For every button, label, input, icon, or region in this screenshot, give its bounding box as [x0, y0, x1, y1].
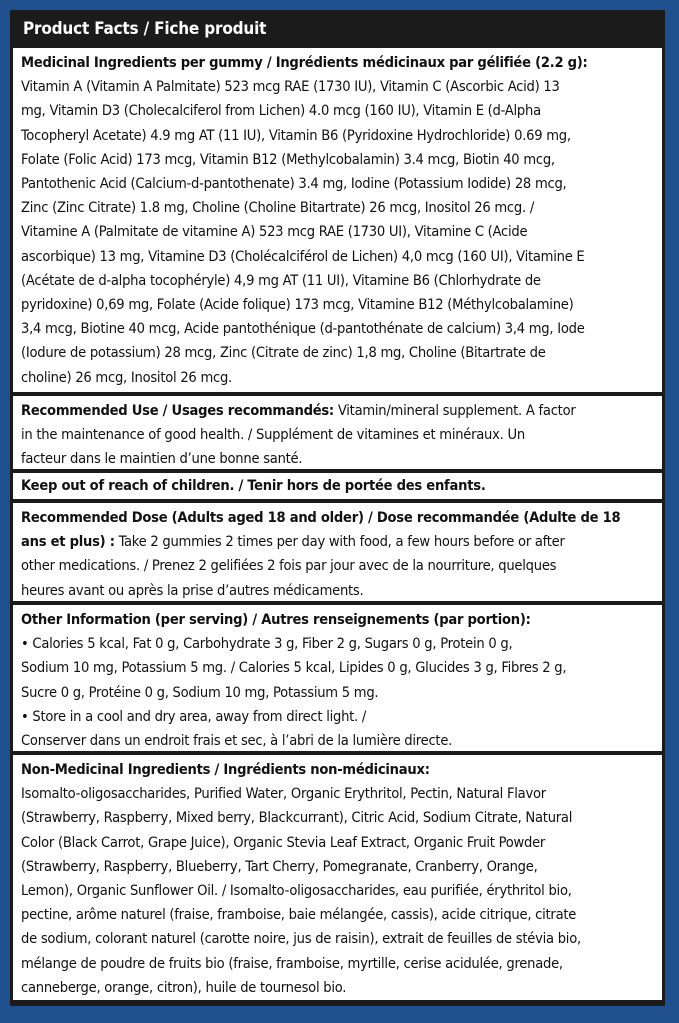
text-line: Lemon), Organic Sunflower Oil. / Isomalto-oligosaccharides, eau purifiée, érythritol bio,: [21, 882, 572, 900]
warning-text: Keep out of reach of children. / Tenir hors de portée des enfants.: [21, 477, 486, 494]
text-line: mélange de poudre de fruits bio (fraise, framboise, myrtille, cerise acidulée, grenade,: [21, 954, 563, 972]
text-line: Sodium 10 mg, Potassium 5 mg. / Calories 5 kcal, Lipides 0 g, Glucides 3 g, Fibres 2 g,: [21, 659, 567, 677]
recommended-dose-text: [21, 554, 654, 601]
non-medicinal-ingredients-heading: Non-Medicinal Ingredients / Ingrédients non-médicinaux:: [21, 761, 430, 778]
text-line: pyridoxine) 0,69 mg, Folate (Acide folique) 173 mcg, Vitamine B12 (Méthylcobalamine): [21, 296, 574, 314]
recommended-use-text: [21, 423, 654, 469]
non-medicinal-ingredients-text: [21, 782, 654, 1000]
text-line: de sodium, colorant naturel (carotte noire, jus de raisin), extrait de feuilles de stévia bio,: [21, 930, 581, 948]
text-line: Color (Black Carrot, Grape Juice), Organic Stevia Leaf Extract, Organic Fruit Powder: [21, 833, 546, 851]
warning-section: [13, 473, 662, 499]
text-line: • Calories 5 kcal, Fat 0 g, Carbohydrate 3 g, Fiber 2 g, Sugars 0 g, Protein 0 g,: [21, 635, 513, 653]
text-line: other medications. / Prenez 2 gelifiées 2 fois par jour avec de la nourriture, quelques: [21, 557, 557, 575]
text-line: pectine, arôme naturel (fraise, framboise, baie mélangée, cassis), acide citrique, citrate: [21, 906, 577, 924]
recommended-use-text-start: Vitamin/mineral supplement. A factor: [333, 402, 576, 419]
text-line: Pantothenic Acid (Calcium-d-pantothenate) 3.4 mg, Iodine (Potassium Iodide) 28 mcg,: [21, 175, 567, 193]
recommended-dose-text-start: Take 2 gummies 2 times per day with food, a few hours before or after: [114, 533, 565, 551]
medicinal-ingredients-text: [21, 75, 654, 390]
text-line: mg, Vitamin D3 (Cholecalciferol from Lichen) 4.0 mcg (160 IU), Vitamin E (d-Alpha: [21, 102, 541, 120]
text-line: Vitamin A (Vitamin A Palmitate) 523 mcg RAE (1730 IU), Vitamin C (Ascorbic Acid) 13: [21, 78, 560, 96]
text-line: (Acétate de d-alpha tocophéryle) 4,9 mg AT (11 UI), Vitamine B6 (Chlorhydrate de: [21, 271, 541, 289]
text-line: ascorbique) 13 mg, Vitamine D3 (Cholécalciférol de Lichen) 4,0 mcg (160 UI), Vitamine E: [21, 247, 585, 265]
text-line: (Strawberry, Raspberry, Blueberry, Tart Cherry, Pomegranate, Cranberry, Orange,: [21, 857, 538, 875]
text-line: • Store in a cool and dry area, away from direct light. /: [21, 707, 367, 725]
recommended-dose-heading: Recommended Dose (Adults aged 18 and older) / Dose recommandée (Adulte de 18: [21, 509, 621, 526]
medicinal-ingredients-section: [13, 48, 662, 392]
panel-title: Product Facts / Fiche produit: [23, 19, 267, 39]
text-line: Folate (Folic Acid) 173 mcg, Vitamin B12 (Methylcobalamin) 3.4 mcg, Biotin 40 mcg,: [21, 150, 555, 168]
text-line: in the maintenance of good health. / Supplément de vitamines et minéraux. Un: [21, 426, 525, 444]
text-line: heures avant ou après la prise d’autres médicaments.: [21, 581, 364, 599]
text-line: Vitamine A (Palmitate de vitamine A) 523 mcg RAE (1730 UI), Vitamine C (Acide: [21, 223, 528, 241]
recommended-use-heading: Recommended Use / Usages recommandés:: [21, 402, 334, 419]
text-line: Conserver dans un endroit frais et sec, à l’abri de la lumière directe.: [21, 732, 453, 750]
text-line: (Strawberry, Raspberry, Mixed berry, Blackcurrant), Citric Acid, Sodium Citrate, Natural: [21, 809, 573, 827]
recommended-dose-section: [13, 503, 662, 601]
other-information-section: [13, 605, 662, 751]
text-line: Isomalto-oligosaccharides, Purified Water, Organic Erythritol, Pectin, Natural Flavor: [21, 785, 546, 803]
recommended-dose-heading-end: ans et plus) :: [21, 533, 115, 551]
text-line: Sucre 0 g, Protéine 0 g, Sodium 10 mg, Potassium 5 mg.: [21, 683, 379, 701]
text-line: Zinc (Zinc Citrate) 1.8 mg, Choline (Choline Bitartrate) 26 mcg, Inositol 26 mcg. /: [21, 199, 534, 217]
text-line: 3,4 mcg, Biotine 40 mcg, Acide pantothénique (d-pantothénate de calcium) 3,4 mg, Iode: [21, 320, 585, 338]
other-information-text: [21, 632, 654, 751]
text-line: canneberge, orange, citron), huile de tournesol bio.: [21, 978, 347, 996]
text-line: Tocopheryl Acetate) 4.9 mg AT (11 IU), Vitamin B6 (Pyridoxine Hydrochloride) 0.69 mg,: [21, 126, 571, 144]
recommended-use-section: [13, 396, 662, 469]
text-line: facteur dans le maintien d’une bonne santé.: [21, 450, 303, 468]
text-line: (Iodure de potassium) 28 mcg, Zinc (Citrate de zinc) 1,8 mg, Choline (Bitartrate de: [21, 344, 546, 362]
non-medicinal-ingredients-section: [13, 755, 662, 1000]
medicinal-ingredients-heading: Medicinal Ingredients per gummy / Ingrédients médicinaux par gélifiée (2.2 g):: [21, 54, 588, 71]
product-facts-panel: [10, 10, 665, 1006]
other-information-heading: Other Information (per serving) / Autres renseignements (par portion):: [21, 611, 531, 628]
text-line: choline) 26 mcg, Inositol 26 mcg.: [21, 368, 232, 386]
